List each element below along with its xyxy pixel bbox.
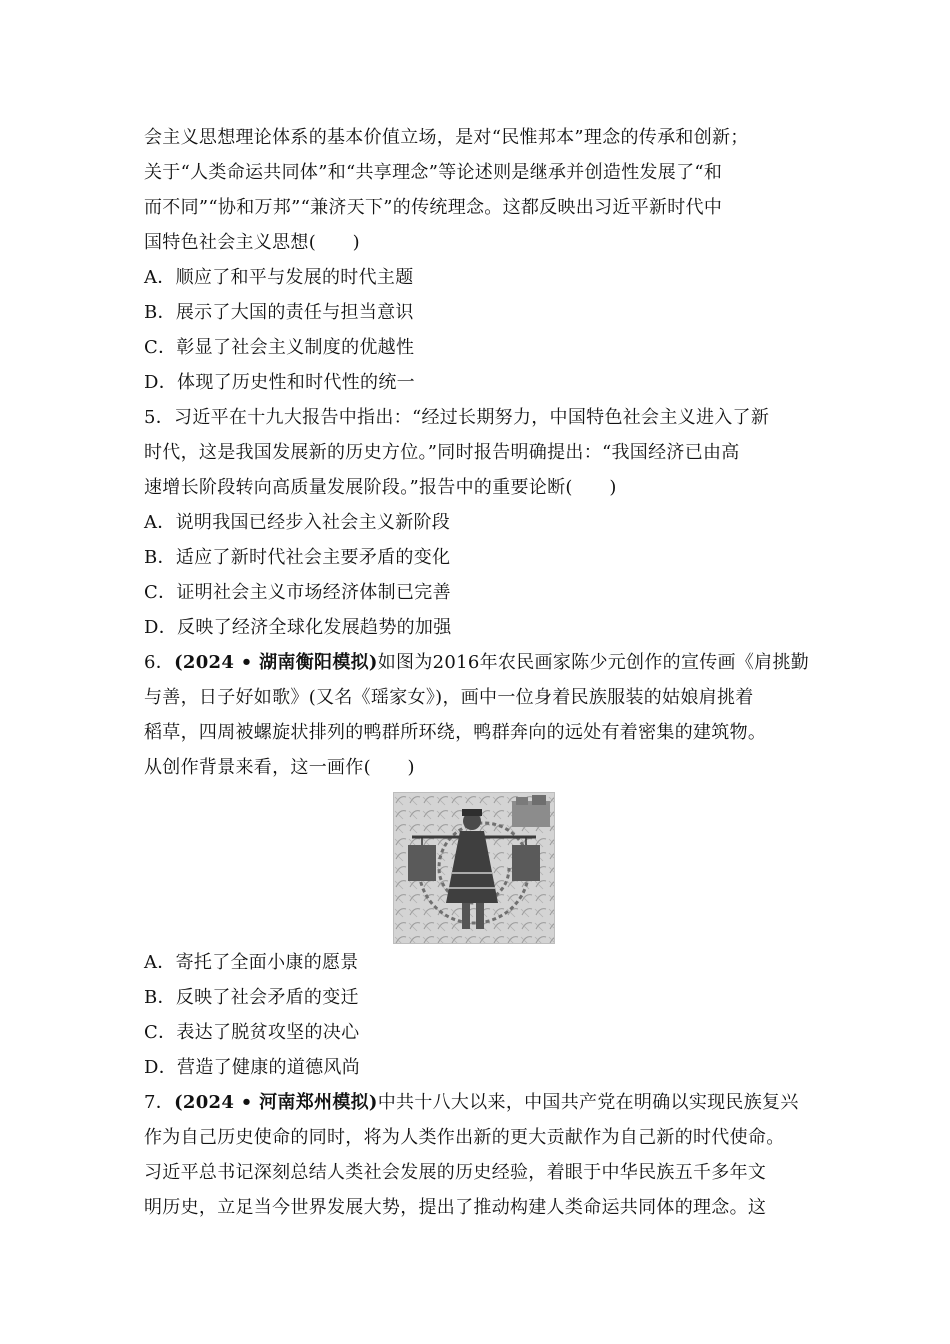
- q6-source: (2024 • 湖南衡阳模拟): [174, 652, 378, 673]
- q5-stem-line: 速增长阶段转向高质量发展阶段。”报告中的重要论断( ): [144, 477, 617, 498]
- q7-stem-line: 明历史，立足当今世界发展大势，提出了推动构建人类命运共同体的理念。这: [144, 1197, 767, 1218]
- q7-stem-text: 中共十八大以来，中国共产党在明确以实现民族复兴: [377, 1092, 799, 1113]
- q4-stem-line: 关于“人类命运共同体”和“共享理念”等论述则是继承并创造性发展了“和: [144, 162, 723, 183]
- q6-painting-image: [393, 792, 555, 944]
- q7-stem-first-line: [144, 1085, 824, 1120]
- painting-illustration: [394, 793, 554, 943]
- q6-stem-line: 从创作背景来看，这一画作( ): [144, 757, 415, 778]
- q6-stem-text: 如图为2016年农民画家陈少元创作的宣传画《肩挑勤: [377, 652, 810, 673]
- q6-stem-line: 与善，日子好如歌》(又名《瑶家女》)，画中一位身着民族服装的姑娘肩挑着: [144, 687, 754, 708]
- q4-option-a: A．顺应了和平与发展的时代主题: [144, 267, 414, 288]
- q7-stem-line: 作为自己历史使命的同时，将为人类作出新的更大贡献作为自己新的时代使命。: [144, 1127, 785, 1148]
- q4-option-c: C．彰显了社会主义制度的优越性: [144, 337, 415, 358]
- q5-stem-line: 时代，这是我国发展新的历史方位。”同时报告明确提出：“我国经济已由高: [144, 442, 740, 463]
- exam-page: [144, 120, 824, 1225]
- q6-number: 6．: [144, 652, 175, 673]
- q6-option-d: D．营造了健康的道德风尚: [144, 1057, 361, 1078]
- q4-stem-line: 而不同”“协和万邦”“兼济天下”的传统理念。这都反映出习近平新时代中: [144, 197, 723, 218]
- q7-source: (2024 • 河南郑州模拟): [174, 1092, 378, 1113]
- q7-stem-line: 习近平总书记深刻总结人类社会发展的历史经验，着眼于中华民族五千多年文: [144, 1162, 767, 1183]
- q5-option-c: C．证明社会主义市场经济体制已完善: [144, 582, 451, 603]
- q6-option-b: B．反映了社会矛盾的变迁: [144, 987, 359, 1008]
- q7-number: 7．: [144, 1092, 175, 1113]
- q5-option-a: A．说明我国已经步入社会主义新阶段: [144, 512, 451, 533]
- q5-option-d: D．反映了经济全球化发展趋势的加强: [144, 617, 452, 638]
- q6-figure-wrap: [144, 785, 824, 945]
- q5-stem-line: 5．习近平在十九大报告中指出：“经过长期努力，中国特色社会主义进入了新: [144, 407, 770, 428]
- q6-stem-first-line: [144, 645, 824, 680]
- q6-option-c: C．表达了脱贫攻坚的决心: [144, 1022, 360, 1043]
- q6-stem-line: 稻草，四周被螺旋状排列的鸭群所环绕，鸭群奔向的远处有着密集的建筑物。: [144, 722, 767, 743]
- q4-stem-line: 国特色社会主义思想( ): [144, 232, 360, 253]
- q5-option-b: B．适应了新时代社会主要矛盾的变化: [144, 547, 451, 568]
- q6-option-a: A．寄托了全面小康的愿景: [144, 952, 359, 973]
- q4-stem-line: 会主义思想理论体系的基本价值立场，是对“民惟邦本”理念的传承和创新；: [144, 127, 749, 148]
- q4-option-d: D．体现了历史性和时代性的统一: [144, 372, 415, 393]
- q4-option-b: B．展示了大国的责任与担当意识: [144, 302, 414, 323]
